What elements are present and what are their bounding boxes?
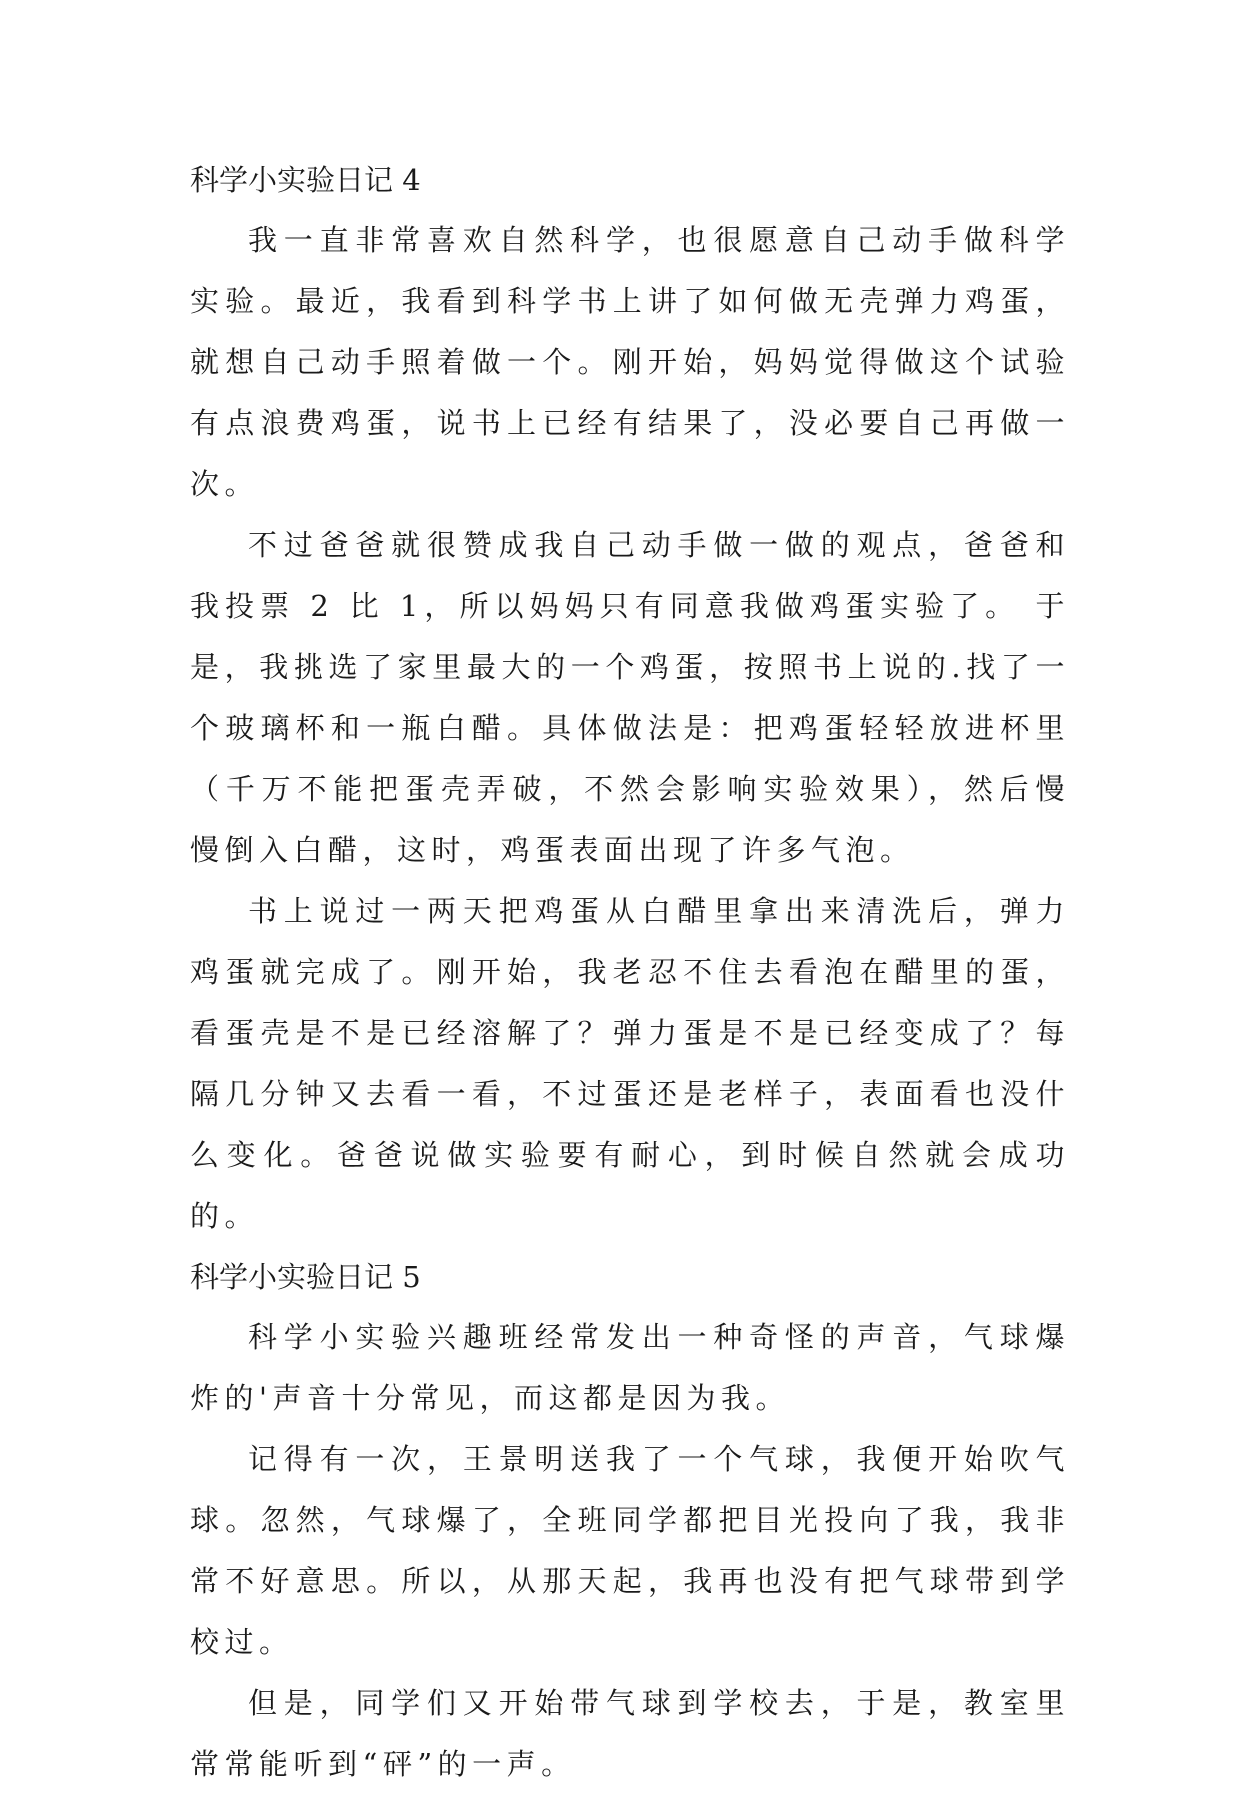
paragraph: 我一直非常喜欢自然科学，也很愿意自己动手做科学实验。最近，我看到科学书上讲了如何做无壳弹力鸡蛋，就想自己动手照着做一个。刚开始，妈妈觉得做这个试验有点浪费鸡蛋，说书上已经有结果了，没必要自己再做一次。 [190,223,1070,501]
paragraph: 科学小实验兴趣班经常发出一种奇怪的声音，气球爆炸的'声音十分常见，而这都是因为我。 [190,1320,1070,1415]
paragraph: 记得有一次，王景明送我了一个气球，我便开始吹气球。忽然，气球爆了，全班同学都把目光投向了我，我非常不好意思。所以，从那天起，我再也没有把气球带到学校过。 [190,1442,1070,1659]
document-page [190,150,1070,1795]
paragraph: 但是，同学们又开始带气球到学校去，于是，教室里常常能听到“砰”的一声。 [190,1686,1070,1781]
paragraph: 不过爸爸就很赞成我自己动手做一做的观点，爸爸和我投票 2 比 1，所以妈妈只有同意我做鸡蛋实验了。 于是，我挑选了家里最大的一个鸡蛋，按照书上说的.找了一个玻璃杯和一瓶白醋。具体做法是：把鸡蛋轻轻放进杯里（千万不能把蛋壳弄破，不然会影响实验效果），然后慢慢倒入白醋，这时，鸡蛋表面出现了许多气泡。 [190,528,1070,867]
paragraph: 书上说过一两天把鸡蛋从白醋里拿出来清洗后，弹力鸡蛋就完成了。刚开始，我老忍不住去看泡在醋里的蛋，看蛋壳是不是已经溶解了？弹力蛋是不是已经变成了？每隔几分钟又去看一看，不过蛋还是老样子，表面看也没什么变化。爸爸说做实验要有耐心，到时候自然就会成功的。 [190,894,1070,1233]
section-heading: 科学小实验日记 4 [190,163,421,197]
section-heading: 科学小实验日记 5 [190,1260,421,1294]
